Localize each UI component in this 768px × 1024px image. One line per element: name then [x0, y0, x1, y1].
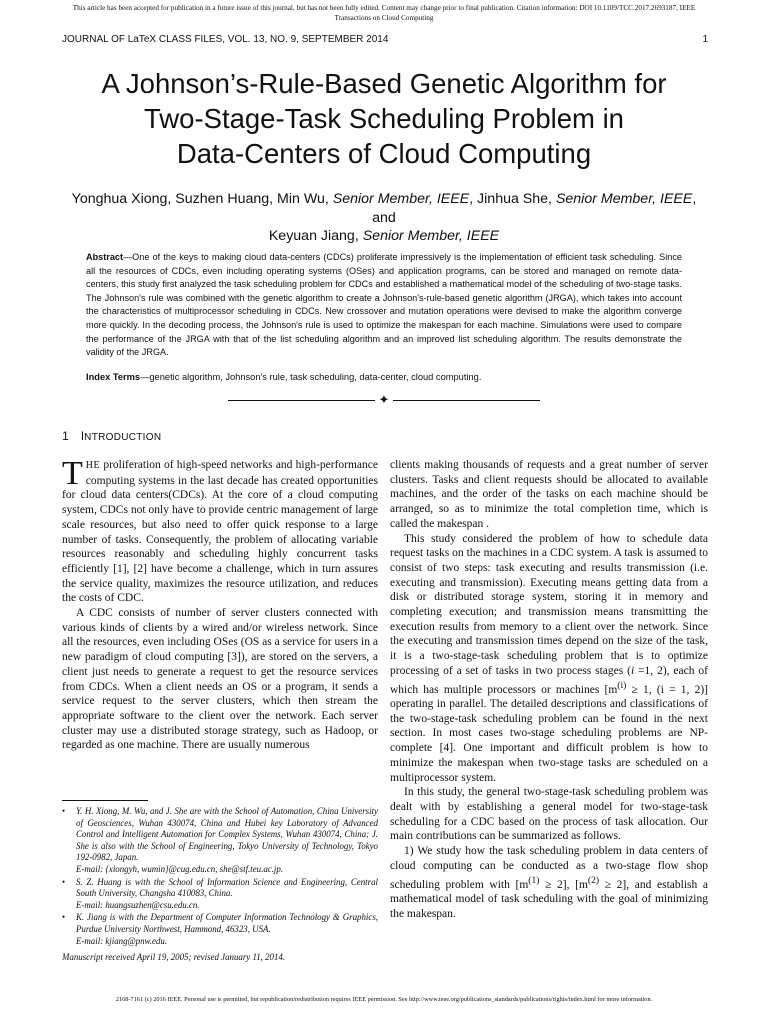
right-paragraph-4-part-b: ≥ 2], [m — [539, 878, 588, 891]
section-number: 1 — [62, 429, 69, 443]
authors-part-1: Yonghua Xiong, Suzhen Huang, Min Wu, — [71, 191, 333, 207]
right-column — [390, 458, 708, 921]
footnote-2-email: E-mail: huangsuzhen@csu.edu.cn. — [76, 899, 200, 910]
copyright-notice: 2168-7161 (c) 2016 IEEE. Personal use is permitted, but republication/redistribution requires IEEE permission. See http://www.ieee.org/publications_standards/publications/rights/index.html for more information. — [115, 996, 653, 1003]
authors-part-4: Keyuan Jiang, — [268, 228, 363, 244]
math-superscript: (i) — [617, 679, 627, 691]
acceptance-notice-line2: Transactions on Cloud Computing — [334, 14, 434, 22]
section-title-initial: I — [80, 429, 85, 443]
footnote-bullet: • — [62, 912, 66, 923]
author-role-1: Senior Member, IEEE — [332, 191, 470, 207]
title-line-2: Two-Stage-Task Scheduling Problem in — [144, 103, 624, 134]
right-paragraph-4-part-a: 1) We study how the task scheduling problem in data centers of cloud computing can be conducted as a two-stage flow shop scheduling problem with [m — [390, 845, 708, 891]
math-superscript-2: (2) — [587, 874, 600, 886]
left-column — [62, 455, 378, 753]
right-paragraph-3: In this study, the general two-stage-task scheduling problem was dealt with by establishing a general model for two-stage-task scheduling for a CDC based on the process of task allocation. Our main contributions can be summarized as follows. — [390, 786, 708, 843]
paper-title — [40, 66, 728, 171]
footnote-bullet: • — [62, 806, 66, 816]
index-terms-text: —genetic algorithm, Johnson's rule, task scheduling, data-center, cloud computing. — [140, 372, 482, 382]
smallcaps-lead: HE — [85, 460, 101, 471]
journal-name: JOURNAL OF LaTeX CLASS FILES, VOL. 13, NO. 9, SEPTEMBER 2014 — [62, 34, 389, 45]
manuscript-dates: Manuscript received April 19, 2005; revised January 11, 2014. — [62, 952, 286, 963]
authors-part-2: , Jinhua She, — [469, 191, 556, 207]
right-paragraph-2 — [390, 532, 708, 786]
footnote-1-text: Y. H. Xiong, M. Wu, and J. She are with the School of Automation, China University of Geosciences, Wuhan 430074, China and Hubei key Laboratory of Advanced Control and Intelligent Automation for Complex Systems, Wuhan 430074, China; J. She is also with the School of Engineering, Tokyo University of Technology, Tokyo 192-0982, Japan. — [76, 806, 378, 863]
right-paragraph-4-part-c: ≥ 2], and establish a mathematical model of task scheduling with the goal of minimizing the makespan. — [390, 878, 708, 920]
abstract-text: —One of the keys to making cloud data-centers (CDCs) proliferate impressively is the implementation of efficient task scheduling. Since all the resources of CDCs, even including operating systems (OSes) and application programs, can be stored and managed on remote data-centers, this study first analyzed the task scheduling problem for CDCs and established a mathematical model of the scheduling of two-stage tasks. The Johnson's rule was combined with the genetic algorithm to create a Johnson's-rule-based genetic algorithm (JRGA), which takes into account the characteristics of multiprocessor scheduling in CDCs. New crossover and mutation operations were devised to make the algorithm converge more quickly. In the decoding process, the Johnson's rule is used to optimize the makespan for each machine. Simulations were used to compare the performance of the JRGA with that of the list scheduling algorithm and an improved list scheduling algorithm. The results demonstrate the validity of the JRGA. — [86, 252, 682, 358]
index-terms-label: Index Terms — [86, 372, 141, 382]
math-superscript-1: (1) — [528, 874, 540, 886]
author-role-4: Senior Member, IEEE — [362, 228, 500, 244]
abstract — [86, 251, 682, 360]
page-number: 1 — [702, 34, 708, 45]
title-line-3: Data-Centers of Cloud Computing — [176, 138, 592, 169]
right-paragraph-2-part-b: =1, 2), each of which has multiple processors or machines [m — [390, 664, 708, 696]
acceptance-notice-line1: This article has been accepted for publication in a future issue of this journal, but has not been fully edited. Content may change prior to final publication. Citation information: DOI 10.1109/TCC.2017.2693187, IEEE — [72, 4, 696, 12]
footnote-affiliation-2 — [62, 877, 378, 912]
acceptance-notice — [0, 3, 768, 23]
footnote-2-text: S. Z. Huang is with the School of Information Science and Engineering, Central South University, Changsha 410083, China. — [76, 876, 378, 899]
intro-paragraph-1 — [62, 455, 378, 606]
footnote-bullet: • — [62, 876, 66, 887]
right-paragraph-2-part-a: This study considered the problem of how to schedule data request tasks on the machines in a CDC system. A task is assumed to consist of two steps: task executing and results transmission (i.e. executing and transmission). Executing means getting data from a disk or distributed storage system, storing it in memory and completing execution; and transmission means transmitting the execution results from memory to a client over the network. Since the executing and transmission times depend on the size of the task, it is a two-stage-task scheduling problem that is to optimize processing of a set of tasks in two process stages ( — [390, 532, 708, 677]
footnote-affiliation-1 — [62, 806, 378, 876]
footnote-3-email: E-mail: kjiang@pnw.edu. — [76, 935, 168, 946]
right-paragraph-4 — [390, 844, 708, 921]
right-paragraph-2-part-c: ≥ 1, (i = 1, 2)] operating in parallel. The detailed descriptions and classifications of the two-stage-task scheduling problem can be found in the next section. In most cases two-stage scheduling problems are NP-complete [4]. One important and difficult problem is how to minimize the makespan when two-stage tasks are scheduled on a multiprocessor system. — [390, 683, 708, 784]
running-header — [62, 34, 708, 45]
section-title-rest: NTRODUCTION — [84, 432, 162, 443]
authors-part-3: , and — [372, 191, 697, 226]
footnote-affiliation-3 — [62, 912, 378, 947]
section-heading — [62, 429, 161, 443]
author-list — [60, 190, 708, 246]
footnote-1-email: E-mail: {xiongyh, wumin}@cug.edu.cn, she@stf.teu.ac.jp. — [76, 863, 284, 874]
author-role-2: Senior Member, IEEE — [555, 191, 693, 207]
intro-paragraph-1-text: proliferation of high-speed networks and high-performance computing systems in the last decade has created opportunities for cloud data centers(CDCs). At the core of a cloud computing system, CDCs not only have to provide centric management of large scale resources, but also need to offer quick response to a large number of tasks. Consequently, the problem of allocating variable resources reasonably and scheduling highly concurrent tasks efficiently [1], [2] have become a challenge, which in turn assures the service quality, maximizes the resource utilization, and reduces the costs of CDC. — [62, 459, 378, 605]
index-terms — [86, 371, 682, 385]
divider-ornament: ✦ — [375, 391, 393, 409]
title-line-1: A Johnson’s-Rule-Based Genetic Algorithm for — [101, 68, 667, 99]
drop-cap: T — [62, 455, 83, 492]
right-paragraph-1: clients making thousands of requests and a great number of server clusters. Tasks and client requests should be allocated to available machines, and the order of the tasks on each machine should be arranged, so as to minimize the total completion time, which is called the makespan . — [390, 459, 708, 530]
footnotes — [62, 806, 378, 964]
footnote-3-text: K. Jiang is with the Department of Computer Information Technology & Graphics, Purdue University Northwest, Hammond, 46323, USA. — [76, 912, 378, 934]
math-i: i — [630, 664, 635, 677]
footnote-rule — [62, 800, 148, 801]
intro-paragraph-2: A CDC consists of number of server clusters connected with various kinds of clients by a wired and/or wireless network. Since all the resources, even including OSes (OS as a service for users in a new paradigm of cloud computing [3]), are stored on the servers, a client just needs to generate a request to get the resource services from CDCs. When a client needs an OS or a program, it sends a service request to the server clusters, which then stream the appropriate software to the client over the network. Each server cluster may use a distributed storage strategy, such as Hadoop, or regarded as one machine. There are usually numerous — [62, 607, 378, 752]
abstract-label: Abstract — [86, 252, 124, 262]
